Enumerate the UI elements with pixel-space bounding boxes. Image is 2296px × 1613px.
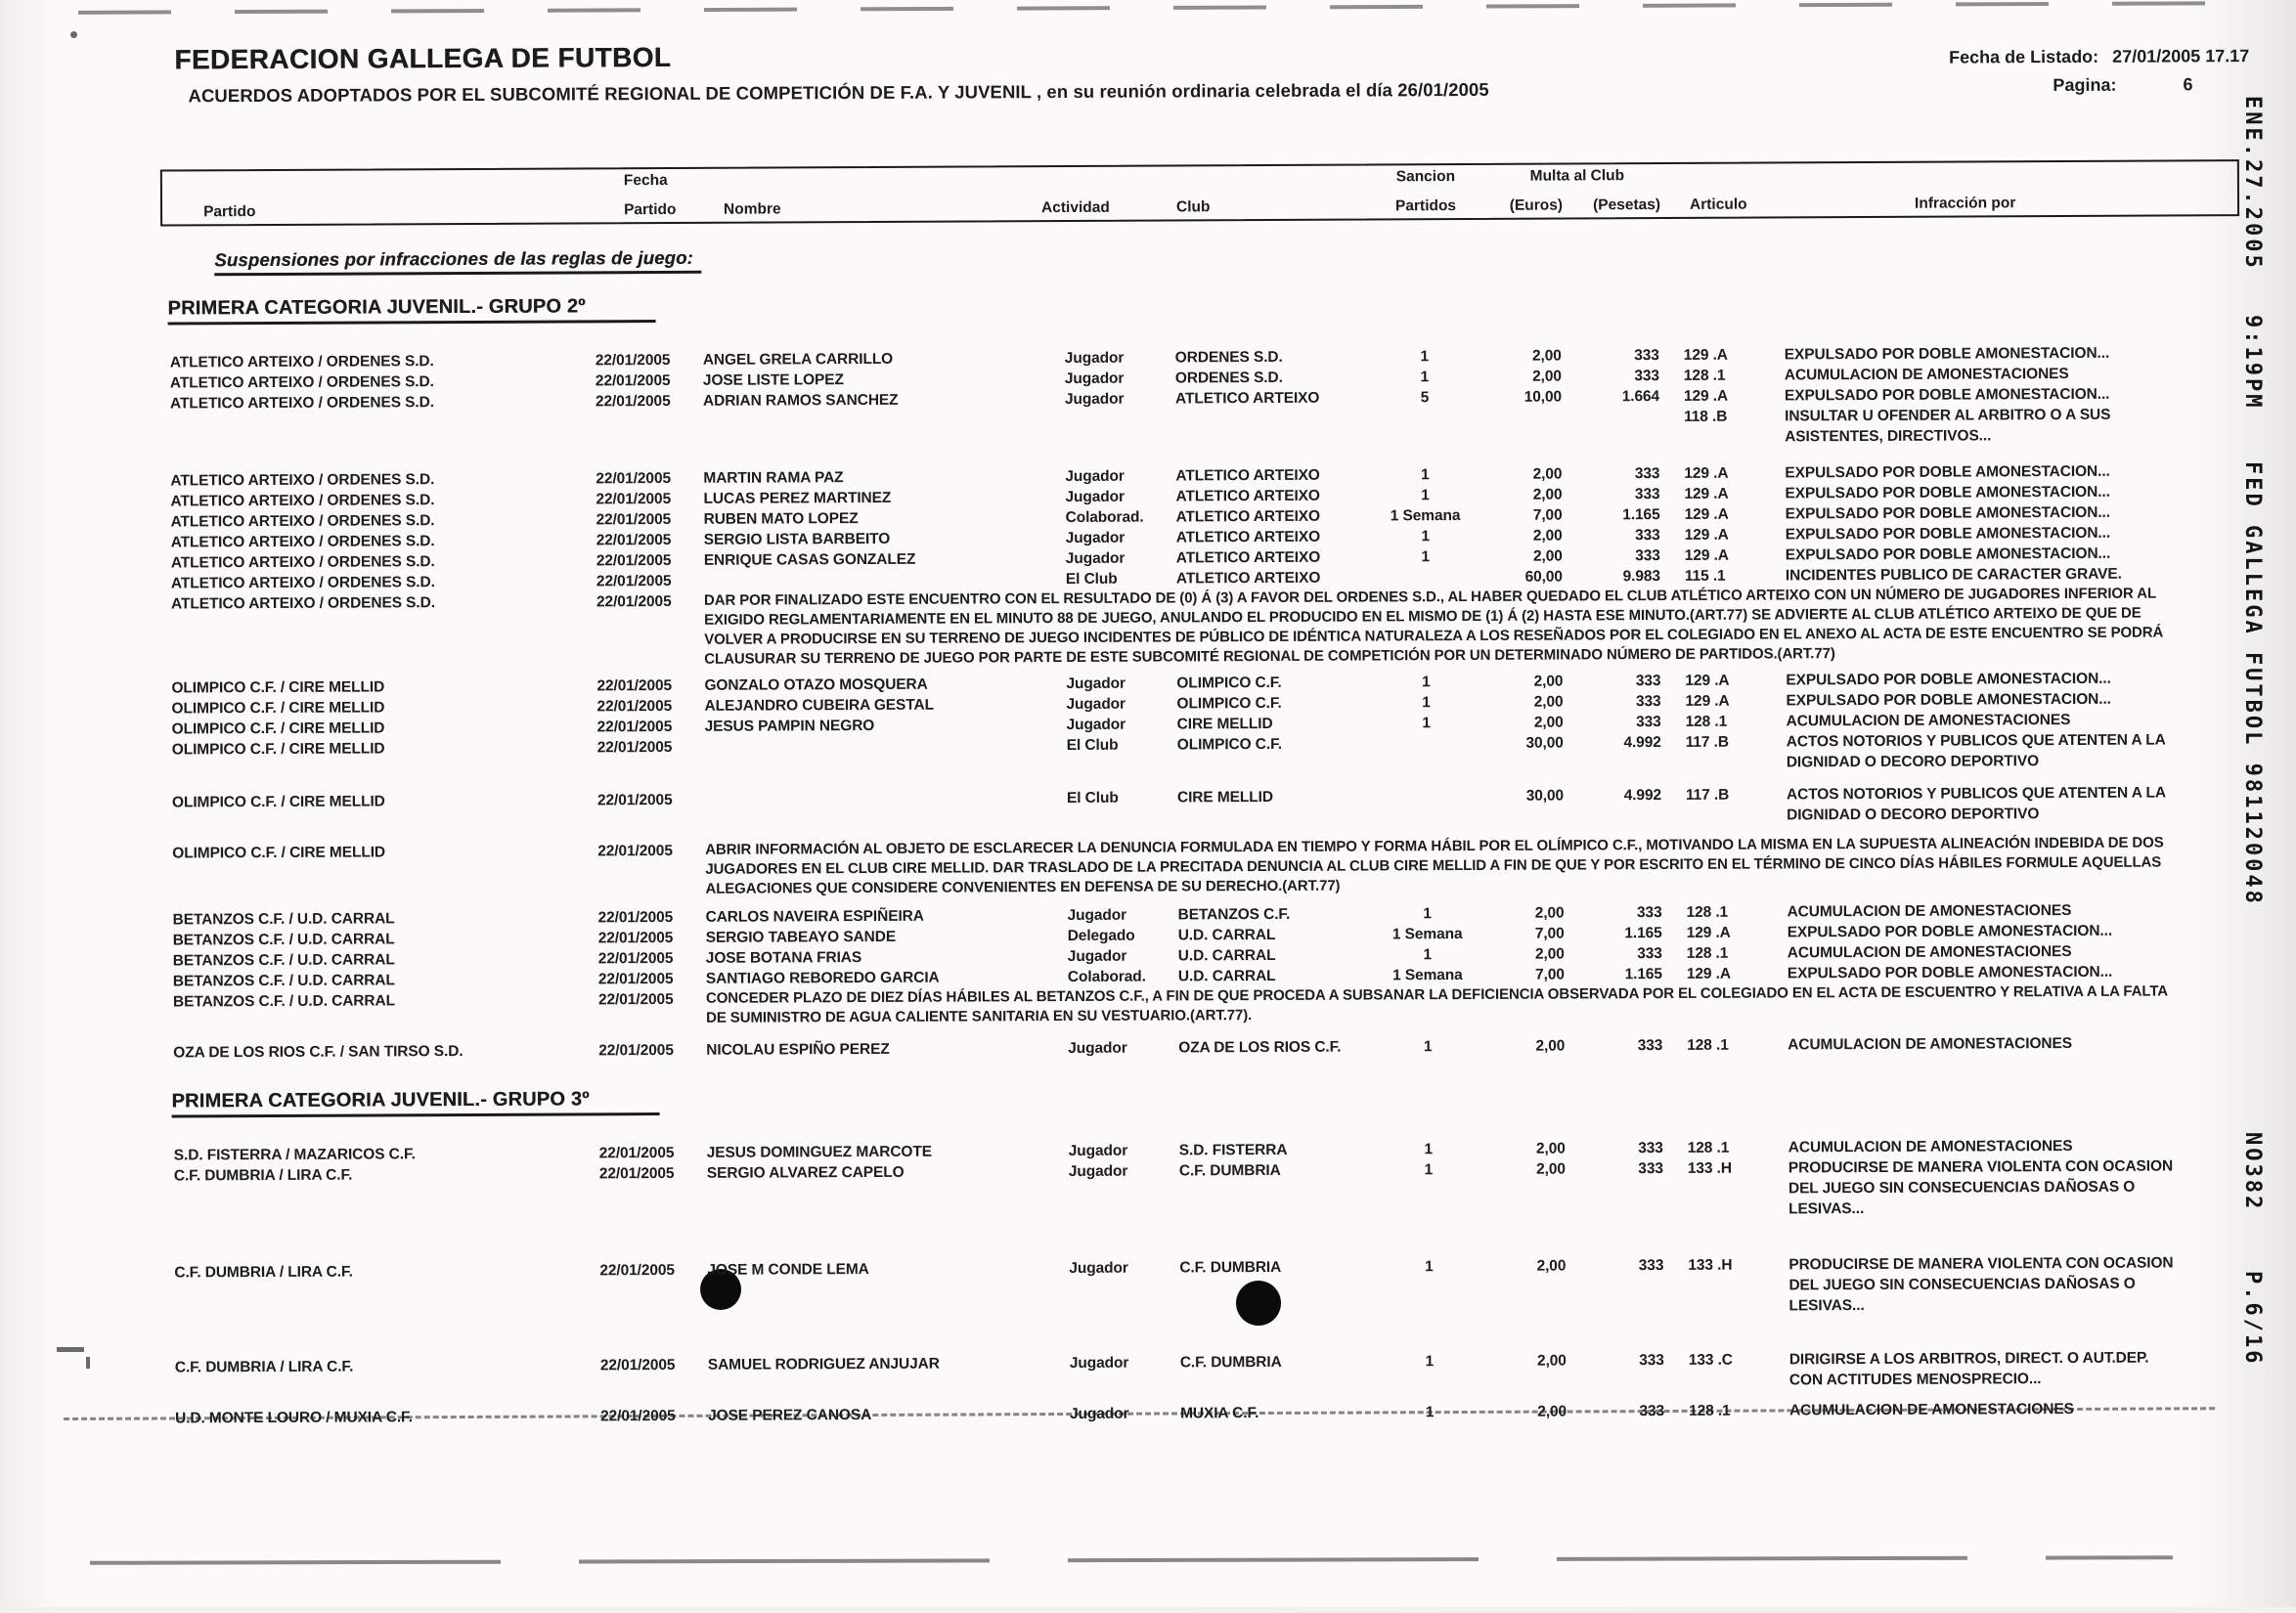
cell-multa-euros: 7,00 — [1532, 506, 1563, 524]
cell-multa-pesetas: 333 — [1638, 1160, 1663, 1178]
cell-articulo: 129 .A — [1685, 672, 1730, 689]
table-row-continuation — [168, 404, 2185, 455]
cell-actividad: Jugador — [1066, 716, 1126, 733]
cell-multa-euros: 2,00 — [1536, 1352, 1567, 1370]
cell-actividad: Jugador — [1067, 906, 1127, 924]
cell-fecha-partido: 22/01/2005 — [599, 1356, 676, 1374]
listing-meta — [1838, 46, 2249, 97]
cell-partido: ATLETICO ARTEIXO / ORDENES S.D. — [169, 394, 434, 413]
cell-articulo: 128 .1 — [1687, 1139, 1730, 1156]
cell-sancion-partidos: 1 — [1420, 369, 1430, 386]
cell-sancion-partidos: 1 — [1422, 694, 1431, 712]
cell-fecha-partido: 22/01/2005 — [596, 551, 672, 570]
cell-club: ATLETICO ARTEIXO — [1175, 487, 1320, 505]
table-header-box — [160, 159, 2239, 226]
cell-articulo: 129 .A — [1684, 464, 1729, 482]
cell-resolution-note: CONCEDER PLAZO DE DIEZ DÍAS HÁBILES AL BETANZOS C.F., A FIN DE QUE PROCEDA A SUBSANAR LA DEFICIENCIA OBSERVADA POR EL COLEGIADO EN EL ACTA DE ESCUENTRO Y RELATIVA A LA FALTA DE SUMINISTRO DE AGUA CALIENTE SANITARIA EN SU VESTUARIO.(ART.77). — [705, 982, 2168, 1026]
cell-articulo: 128 .1 — [1683, 367, 1726, 384]
cell-actividad: Jugador — [1068, 1162, 1128, 1180]
cell-partido: U.D. MONTE LOURO / MUXIA C.F. — [175, 1409, 413, 1427]
cell-sancion-partidos: 1 — [1421, 528, 1430, 545]
cell-club: ORDENES S.D. — [1174, 369, 1283, 387]
cell-multa-pesetas: 333 — [1634, 347, 1659, 365]
cell-partido: BETANZOS C.F. / U.D. CARRAL — [172, 910, 395, 929]
sanction-groups — [167, 266, 2189, 1428]
cell-fecha-partido: 22/01/2005 — [598, 1164, 675, 1183]
group-rows — [168, 342, 2188, 1063]
table-row — [171, 1032, 2187, 1063]
cell-articulo: 128 .1 — [1685, 713, 1728, 730]
cell-fecha-partido: 22/01/2005 — [598, 1144, 675, 1162]
cell-multa-euros: 10,00 — [1523, 388, 1563, 406]
cell-infraccion: ACUMULACION DE AMONESTACIONES — [1787, 942, 2072, 962]
table-note-row — [170, 833, 2186, 901]
cell-multa-pesetas: 4.992 — [1623, 787, 1662, 805]
listing-date-value: 27/01/2005 17.17 — [2112, 46, 2250, 66]
cell-articulo: 129 .A — [1686, 924, 1731, 941]
cell-articulo: 133 .H — [1687, 1159, 1732, 1177]
cell-multa-euros: 60,00 — [1524, 568, 1563, 586]
cell-multa-pesetas: 333 — [1638, 1140, 1663, 1157]
cell-fecha-partido: 22/01/2005 — [596, 572, 672, 590]
cell-partido: ATLETICO ARTEIXO / ORDENES S.D. — [170, 553, 435, 572]
cell-infraccion: PRODUCIRSE DE MANERA VIOLENTA CON OCASION DEL JUEGO SIN CONSECUENCIAS DAÑOSAS O LESIVAS... — [1788, 1157, 2174, 1218]
cell-multa-euros: 2,00 — [1536, 1257, 1567, 1275]
cell-sancion-partidos: 1 — [1421, 548, 1431, 566]
cell-sancion-partidos: 1 — [1420, 348, 1430, 366]
cell-fecha-partido: 22/01/2005 — [596, 469, 672, 488]
cell-infraccion: EXPULSADO POR DOBLE AMONESTACION... — [1786, 670, 2111, 689]
fax-header-time: 9:19PM — [2240, 315, 2265, 411]
cell-fecha-partido: 22/01/2005 — [596, 738, 673, 757]
cell-nombre: JOSE PEREZ CANOSA — [708, 1406, 872, 1424]
group-rows — [172, 1135, 2189, 1428]
group-title: PRIMERA CATEGORIA JUVENIL.- GRUPO 2º — [167, 295, 655, 325]
cell-actividad: El Club — [1066, 736, 1119, 754]
cell-articulo: 133 .C — [1688, 1351, 1733, 1369]
cell-partido: ATLETICO ARTEIXO / ORDENES S.D. — [170, 594, 435, 613]
cell-club: C.F. DUMBRIA — [1179, 1353, 1282, 1372]
cell-fecha-partido: 22/01/2005 — [596, 697, 673, 716]
column-header-club: Club — [1175, 198, 1211, 216]
cell-club: MUXIA C.F. — [1180, 1405, 1259, 1422]
cell-club: ATLETICO ARTEIXO — [1175, 507, 1320, 526]
cell-fecha-partido: 22/01/2005 — [596, 791, 673, 809]
cell-nombre: ADRIAN RAMOS SANCHEZ — [702, 391, 899, 410]
table-row — [173, 1398, 2189, 1428]
cell-multa-pesetas: 333 — [1635, 693, 1661, 711]
cell-actividad: Jugador — [1066, 695, 1126, 713]
cell-infraccion: DIRIGIRSE A LOS ARBITROS, DIRECT. O AUT.DEP. CON ACTITUDES MENOSPRECIO... — [1788, 1349, 2149, 1389]
cell-actividad: Jugador — [1068, 1142, 1128, 1159]
cell-club: ATLETICO ARTEIXO — [1175, 569, 1321, 588]
cell-infraccion: EXPULSADO POR DOBLE AMONESTACION... — [1787, 922, 2113, 941]
cell-partido: OZA DE LOS RIOS C.F. / SAN TIRSO S.D. — [173, 1043, 464, 1062]
cell-multa-euros: 2,00 — [1535, 1140, 1566, 1157]
column-header-partido: Partido — [203, 203, 256, 221]
cell-club: U.D. CARRAL — [1177, 967, 1276, 985]
column-header-nombre: Nombre — [723, 200, 781, 218]
cell-club: C.F. DUMBRIA — [1179, 1258, 1282, 1277]
cell-sancion-partidos: 1 — [1425, 1258, 1434, 1276]
cell-nombre: ENRIQUE CASAS GONZALEZ — [703, 550, 916, 569]
cell-club: C.F. DUMBRIA — [1178, 1161, 1281, 1180]
cell-club: BETANZOS C.F. — [1177, 905, 1291, 924]
cell-multa-euros: 2,00 — [1533, 714, 1564, 731]
cell-infraccion: EXPULSADO POR DOBLE AMONESTACION... — [1785, 503, 2110, 523]
cell-club: U.D. CARRAL — [1177, 926, 1276, 944]
page-number-value: 6 — [2183, 74, 2193, 95]
cell-articulo: 118 .B — [1684, 408, 1728, 425]
cell-sancion-partidos — [1358, 733, 1495, 734]
cell-sancion-partidos: 1 — [1424, 1141, 1434, 1158]
cell-nombre: JESUS DOMINGUEZ MARCOTE — [706, 1143, 933, 1161]
cell-multa-pesetas: 333 — [1639, 1403, 1665, 1420]
cell-multa-euros: 7,00 — [1535, 966, 1565, 983]
cell-sancion-partidos: 1 — [1423, 1038, 1433, 1056]
cell-multa-euros: 2,00 — [1533, 673, 1564, 690]
cell-club: ATLETICO ARTEIXO — [1175, 548, 1321, 567]
cell-partido: BETANZOS C.F. / U.D. CARRAL — [172, 972, 395, 990]
cell-actividad: El Club — [1066, 789, 1119, 806]
cell-multa-pesetas: 333 — [1634, 486, 1660, 503]
column-header-fecha-1: Fecha — [623, 171, 668, 190]
cell-multa-pesetas: 1.165 — [1622, 506, 1660, 524]
cell-partido: ATLETICO ARTEIXO / ORDENES S.D. — [170, 512, 435, 531]
cell-multa-euros: 2,00 — [1532, 527, 1563, 545]
cell-multa-pesetas: 333 — [1635, 527, 1660, 545]
document-title: FEDERACION GALLEGA DE FUTBOL — [174, 41, 672, 75]
table-row — [170, 729, 2186, 780]
cell-infraccion: EXPULSADO POR DOBLE AMONESTACION... — [1785, 524, 2111, 544]
cell-infraccion: ACUMULACION DE AMONESTACIONES — [1789, 1400, 2074, 1419]
cell-multa-euros: 2,00 — [1532, 465, 1563, 483]
cell-partido: ATLETICO ARTEIXO / ORDENES S.D. — [170, 533, 435, 551]
cell-nombre: GONZALO OTAZO MOSQUERA — [704, 676, 928, 694]
cell-multa-pesetas: 333 — [1635, 673, 1661, 690]
cell-fecha-partido: 22/01/2005 — [597, 990, 674, 1009]
cell-sancion-partidos: 1 Semana — [1390, 507, 1461, 525]
cell-partido: C.F. DUMBRIA / LIRA C.F. — [174, 1263, 353, 1282]
cell-actividad: Jugador — [1065, 488, 1125, 505]
cell-fecha-partido: 22/01/2005 — [595, 392, 671, 411]
cell-articulo: 133 .H — [1688, 1256, 1733, 1274]
cell-partido: ATLETICO ARTEIXO / ORDENES S.D. — [170, 471, 435, 490]
cell-articulo: 129 .A — [1683, 387, 1729, 405]
cell-articulo: 129 .A — [1684, 505, 1729, 523]
column-header-sancion-1: Sancion — [1395, 168, 1456, 186]
cell-actividad: Jugador — [1065, 529, 1126, 546]
document-subtitle: ACUERDOS ADOPTADOS POR EL SUBCOMITÉ REGIONAL DE COMPETICIÓN DE F.A. Y JUVENIL , en su reunión ordinaria celebrada el día 26/01/2005 — [188, 78, 1489, 107]
cell-nombre: JOSE M CONDE LEMA — [707, 1260, 869, 1279]
cell-partido: ATLETICO ARTEIXO / ORDENES S.D. — [169, 373, 434, 392]
cell-partido: BETANZOS C.F. / U.D. CARRAL — [172, 931, 395, 949]
cell-fecha-partido: 22/01/2005 — [597, 949, 674, 968]
cell-nombre — [705, 788, 1042, 790]
cell-club: ATLETICO ARTEIXO — [1175, 466, 1320, 485]
cell-club: ATLETICO ARTEIXO — [1174, 389, 1320, 408]
cell-multa-euros: 2,00 — [1532, 486, 1563, 503]
cell-articulo: 129 .A — [1684, 526, 1729, 544]
cell-infraccion: ACUMULACION DE AMONESTACIONES — [1786, 711, 2071, 730]
cell-articulo: 128 .1 — [1686, 944, 1729, 962]
column-header-articulo: Articulo — [1689, 196, 1747, 213]
cell-fecha-partido: 22/01/2005 — [597, 970, 674, 988]
cell-multa-euros: 30,00 — [1525, 787, 1565, 805]
fax-header-page: P.6/16 — [2240, 1271, 2265, 1367]
cell-nombre: SERGIO LISTA BARBEITO — [703, 530, 891, 548]
cell-multa-euros: 7,00 — [1534, 925, 1565, 942]
spacer — [2130, 74, 2169, 95]
group-title: PRIMERA CATEGORIA JUVENIL.- GRUPO 3º — [171, 1088, 659, 1117]
cell-articulo: 129 .A — [1685, 692, 1730, 710]
cell-infraccion: EXPULSADO POR DOBLE AMONESTACION... — [1784, 385, 2110, 405]
cell-nombre: SERGIO ALVAREZ CAPELO — [706, 1163, 905, 1182]
cell-nombre: JOSE BOTANA FRIAS — [705, 949, 862, 967]
cell-multa-pesetas: 333 — [1635, 547, 1660, 565]
cell-multa-euros: 2,00 — [1532, 368, 1562, 385]
cell-multa-euros: 30,00 — [1525, 734, 1564, 752]
cell-articulo: 129 .A — [1683, 346, 1728, 364]
cell-fecha-partido: 22/01/2005 — [600, 1407, 676, 1425]
cell-articulo: 117 .B — [1685, 733, 1729, 751]
cell-infraccion: EXPULSADO POR DOBLE AMONESTACION... — [1787, 963, 2113, 982]
cell-sancion-partidos — [1357, 567, 1494, 568]
table-note-row — [169, 584, 2186, 672]
cell-articulo: 115 .1 — [1684, 567, 1726, 585]
fax-header-date: ENE.27.2005 — [2240, 96, 2265, 271]
table-row — [173, 1347, 2189, 1398]
cell-partido: OLIMPICO C.F. / CIRE MELLID — [171, 719, 385, 738]
cell-actividad: Jugador — [1069, 1259, 1128, 1277]
cell-fecha-partido: 22/01/2005 — [596, 490, 672, 508]
cell-partido: S.D. FISTERRA / MAZARICOS C.F. — [173, 1146, 416, 1164]
cell-infraccion: INSULTAR U OFENDER AL ARBITRO O A SUS ASISTENTES, DIRECTIVOS... — [1785, 406, 2111, 446]
cell-actividad: Delegado — [1067, 927, 1135, 944]
cell-fecha-partido: 22/01/2005 — [596, 510, 672, 529]
cell-multa-euros: 2,00 — [1533, 693, 1564, 711]
cell-fecha-partido: 22/01/2005 — [596, 676, 673, 695]
table-header-row — [169, 161, 2237, 224]
cell-club: S.D. FISTERRA — [1178, 1141, 1288, 1159]
cell-fecha-partido: 22/01/2005 — [597, 908, 674, 927]
cell-articulo: 129 .A — [1684, 485, 1729, 502]
fax-header-number: NO382 — [2240, 1132, 2265, 1212]
cell-multa-euros: 2,00 — [1535, 1037, 1566, 1055]
cell-infraccion: PRODUCIRSE DE MANERA VIOLENTA CON OCASION DEL JUEGO SIN CONSECUENCIAS DAÑOSAS O LESIVAS... — [1788, 1254, 2174, 1315]
cell-sancion-partidos: 1 — [1425, 1353, 1435, 1371]
cell-infraccion: ACUMULACION DE AMONESTACIONES — [1787, 901, 2072, 921]
cell-nombre: JOSE LISTE LOPEZ — [702, 371, 844, 389]
cell-sancion-partidos: 1 — [1423, 905, 1432, 923]
cell-club: OLIMPICO C.F. — [1176, 674, 1282, 692]
cell-sancion-partidos: 1 — [1423, 946, 1433, 964]
listing-date-line — [1838, 46, 2249, 68]
cell-actividad: Colaborad. — [1067, 968, 1146, 985]
cell-fecha-partido: 22/01/2005 — [597, 842, 673, 860]
cell-infraccion: ACTOS NOTORIOS Y PUBLICOS QUE ATENTEN A LA DIGNIDAD O DECORO DEPORTIVO — [1786, 731, 2166, 771]
cell-sancion-partidos: 1 Semana — [1392, 967, 1463, 984]
cell-actividad: Jugador — [1069, 1354, 1129, 1372]
section-title: Suspensiones por infracciones de las reglas de juego: — [214, 247, 701, 276]
column-header-actividad: Actividad — [1040, 198, 1110, 217]
sanction-group — [167, 266, 2187, 1063]
column-header-pesetas: (Pesetas) — [1593, 196, 1661, 214]
cell-actividad: Jugador — [1067, 947, 1127, 965]
cell-multa-pesetas: 333 — [1637, 945, 1662, 963]
cell-multa-euros: 2,00 — [1534, 904, 1565, 922]
cell-infraccion: INCIDENTES PUBLICO DE CARACTER GRAVE. — [1785, 565, 2122, 585]
column-header-multa: Multa al Club — [1529, 167, 1625, 185]
cell-actividad: Jugador — [1064, 370, 1125, 387]
listing-date-label: Fecha de Listado: — [1949, 46, 2099, 67]
page-number-label: Pagina: — [2053, 74, 2117, 96]
cell-infraccion: ACUMULACION DE AMONESTACIONES — [1788, 1034, 2073, 1054]
cell-sancion-partidos: 1 — [1425, 1404, 1435, 1421]
cell-multa-pesetas: 1.664 — [1621, 388, 1660, 406]
cell-club: OZA DE LOS RIOS C.F. — [1178, 1038, 1342, 1057]
fax-header-sender: FED GALLEGA FUTBOL 981120048 — [2240, 461, 2265, 906]
listing-page-line — [1838, 74, 2249, 97]
cell-nombre: JESUS PAMPIN NEGRO — [704, 717, 875, 735]
cell-partido: C.F. DUMBRIA / LIRA C.F. — [173, 1166, 353, 1185]
column-header-infraccion: Infracción por — [1914, 195, 2016, 212]
cell-actividad: Jugador — [1066, 675, 1126, 692]
cell-club: OLIMPICO C.F. — [1176, 694, 1282, 713]
cell-nombre: SANTIAGO REBOREDO GARCIA — [705, 969, 940, 987]
cell-fecha-partido: 22/01/2005 — [598, 1041, 674, 1060]
sanction-group — [171, 1059, 2189, 1428]
table-row — [172, 1252, 2188, 1324]
table-row — [172, 1155, 2188, 1227]
cell-nombre: LUCAS PEREZ MARTINEZ — [703, 489, 892, 507]
cell-partido: BETANZOS C.F. / U.D. CARRAL — [172, 951, 395, 970]
cell-fecha-partido: 22/01/2005 — [599, 1261, 675, 1280]
cell-multa-pesetas: 333 — [1637, 1037, 1663, 1055]
cell-partido: ATLETICO ARTEIXO / ORDENES S.D. — [169, 353, 434, 371]
cell-multa-pesetas: 4.992 — [1623, 734, 1661, 752]
cell-partido: OLIMPICO C.F. / CIRE MELLID — [171, 678, 385, 697]
cell-fecha-partido: 22/01/2005 — [596, 531, 672, 549]
cell-articulo: 128 .1 — [1687, 1036, 1729, 1054]
cell-multa-pesetas: 333 — [1639, 1352, 1664, 1370]
cell-nombre: SERGIO TABEAYO SANDE — [705, 928, 897, 946]
cell-nombre: SAMUEL RODRIGUEZ ANJUJAR — [707, 1355, 940, 1373]
cell-infraccion: ACUMULACION DE AMONESTACIONES — [1784, 365, 2069, 384]
cell-fecha-partido: 22/01/2005 — [597, 929, 674, 947]
cell-actividad: Jugador — [1064, 390, 1125, 408]
cell-multa-pesetas: 333 — [1638, 1257, 1664, 1275]
cell-fecha-partido: 22/01/2005 — [595, 351, 671, 370]
cell-actividad: Jugador — [1065, 549, 1126, 567]
cell-articulo: 117 .B — [1685, 786, 1730, 804]
cell-club: ORDENES S.D. — [1174, 348, 1283, 367]
cell-articulo: 128 .1 — [1689, 1402, 1731, 1419]
cell-actividad: Jugador — [1065, 467, 1125, 485]
column-header-euros: (Euros) — [1509, 196, 1564, 214]
cell-fecha-partido: 22/01/2005 — [596, 718, 673, 736]
cell-partido: OLIMPICO C.F. / CIRE MELLID — [171, 699, 385, 718]
cell-club: CIRE MELLID — [1176, 788, 1273, 806]
cell-club: CIRE MELLID — [1176, 715, 1273, 733]
cell-nombre: MARTIN RAMA PAZ — [703, 469, 844, 487]
cell-club: OLIMPICO C.F. — [1176, 735, 1282, 754]
cell-sancion-partidos: 1 — [1421, 487, 1430, 504]
cell-articulo: 128 .1 — [1686, 903, 1729, 921]
cell-multa-euros: 2,00 — [1537, 1403, 1567, 1420]
document-body — [167, 236, 2189, 1434]
cell-club: ATLETICO ARTEIXO — [1175, 528, 1321, 546]
cell-multa-euros: 2,00 — [1532, 547, 1563, 565]
cell-multa-euros: 2,00 — [1531, 347, 1562, 365]
cell-partido: OLIMPICO C.F. / CIRE MELLID — [172, 844, 386, 862]
cell-infraccion: EXPULSADO POR DOBLE AMONESTACION... — [1784, 344, 2110, 364]
cell-actividad: Jugador — [1070, 1405, 1129, 1422]
cell-multa-euros: 2,00 — [1534, 945, 1565, 963]
cell-sancion-partidos: 1 — [1422, 715, 1431, 732]
cell-sancion-partidos: 1 Semana — [1391, 926, 1463, 943]
cell-multa-pesetas: 1.165 — [1624, 925, 1662, 942]
cell-fecha-partido: 22/01/2005 — [595, 371, 671, 390]
cell-multa-pesetas: 1.165 — [1624, 966, 1662, 983]
column-header-fecha-2: Partido — [623, 200, 677, 219]
table-row — [170, 782, 2186, 833]
cell-actividad: Jugador — [1068, 1039, 1127, 1057]
cell-actividad: El Club — [1065, 570, 1118, 588]
column-header-sancion-2: Partidos — [1394, 197, 1457, 215]
cell-multa-pesetas: 333 — [1636, 904, 1662, 922]
cell-infraccion: EXPULSADO POR DOBLE AMONESTACION... — [1786, 690, 2111, 710]
cell-infraccion: ACTOS NOTORIOS Y PUBLICOS QUE ATENTEN A LA DIGNIDAD O DECORO DEPORTIVO — [1786, 784, 2166, 824]
cell-sancion-partidos: 5 — [1420, 389, 1430, 407]
cell-infraccion: ACUMULACION DE AMONESTACIONES — [1788, 1137, 2073, 1156]
cell-multa-euros: 2,00 — [1536, 1160, 1566, 1178]
cell-infraccion: EXPULSADO POR DOBLE AMONESTACION... — [1785, 545, 2111, 564]
cell-infraccion: EXPULSADO POR DOBLE AMONESTACION... — [1785, 483, 2110, 502]
cell-club: U.D. CARRAL — [1177, 946, 1276, 965]
cell-sancion-partidos: 1 — [1421, 466, 1430, 484]
cell-multa-pesetas: 9.983 — [1622, 568, 1660, 586]
cell-sancion-partidos — [1358, 786, 1495, 787]
cell-resolution-note: ABRIR INFORMACIÓN AL OBJETO DE ESCLARECER LA DENUNCIA FORMULADA EN TIEMPO Y FORMA HÁBIL POR EL OLÍMPICO C.F., MOTIVANDO LA MISMA EN LA SUPUESTA ALINEACIÓN INDEBIDA DE DOS JUGADORES EN EL CLUB CIRE MELLID. DAR TRASLADO DE LA PRECITADA DENUNCIA AL CLUB CIRE MELLID A FIN DE QUE Y POR ESCRITO EN EL TÉRMINO DE CINCO DÍAS HÁBILES FORMULE AQUELLAS ALEGACIONES QUE CONSIDERE CONVENIENTES EN DEFENSA DE SU DERECHO.(ART.77) — [705, 834, 2164, 897]
cell-partido: ATLETICO ARTEIXO / ORDENES S.D. — [170, 574, 435, 592]
cell-partido: BETANZOS C.F. / U.D. CARRAL — [172, 992, 395, 1011]
cell-partido: ATLETICO ARTEIXO / ORDENES S.D. — [170, 492, 435, 510]
cell-partido: C.F. DUMBRIA / LIRA C.F. — [174, 1358, 354, 1376]
cell-sancion-partidos: 1 — [1424, 1161, 1434, 1179]
cell-actividad: Jugador — [1064, 349, 1125, 367]
cell-multa-pesetas: 333 — [1636, 714, 1661, 731]
cell-resolution-note: DAR POR FINALIZADO ESTE ENCUENTRO CON EL RESULTADO DE (0) Á (3) A FAVOR DEL ORDENES S.D., AL HABER QUEDADO EL CLUB ATLÉTICO ARTEIXO CON UN NÚMERO DE JUGADORES INFERIOR AL EXIGIDO REGLAMENTARIAMENTE EN EL MINUTO 88 DE JUEGO, ANULANDO EL PRODUCIDO EN EL MISMO DE (1) Á (2) HASTA ESE MINUTO.(ART.77) SE ADVIERTE AL CLUB ATLÉTICO ARTEIXO DE QUE DE VOLVER A PRODUCIRSE EN SU TERRENO DE JUEGO INCIDENTES DE PÚBLICO DE IDÉNTICA NATURALEZA A LOS RESEÑADOS POR EL COLEGIADO EN EL ANEXO AL ACTA DE ESTE ENCUENTRO SE PODRÁ CLAUSURAR SU TERRENO DE JUEGO POR PARTE DE ESTE SUBCOMITÉ REGIONAL DE COMPETICIÓN POR UN DETERMINADO NÚMERO DE PARTIDOS.(ART.77) — [703, 585, 2164, 668]
cell-nombre: ANGEL GRELA CARRILLO — [702, 350, 894, 369]
cell-multa-pesetas: 333 — [1634, 465, 1660, 483]
cell-actividad: Colaborad. — [1065, 508, 1144, 526]
cell-sancion-partidos: 1 — [1422, 674, 1431, 691]
cell-partido: OLIMPICO C.F. / CIRE MELLID — [171, 793, 385, 811]
cell-articulo: 129 .A — [1684, 546, 1729, 564]
cell-articulo: 129 .A — [1686, 965, 1731, 982]
cell-nombre: NICOLAU ESPIÑO PEREZ — [706, 1040, 890, 1059]
cell-nombre: CARLOS NAVEIRA ESPIÑEIRA — [705, 907, 924, 926]
cell-partido: OLIMPICO C.F. / CIRE MELLID — [171, 740, 385, 759]
cell-multa-pesetas: 333 — [1634, 368, 1659, 385]
cell-nombre: RUBEN MATO LOPEZ — [703, 510, 859, 528]
cell-fecha-partido: 22/01/2005 — [596, 592, 672, 611]
cell-infraccion: EXPULSADO POR DOBLE AMONESTACION... — [1785, 462, 2110, 482]
cell-nombre: ALEJANDRO CUBEIRA GESTAL — [704, 696, 934, 715]
